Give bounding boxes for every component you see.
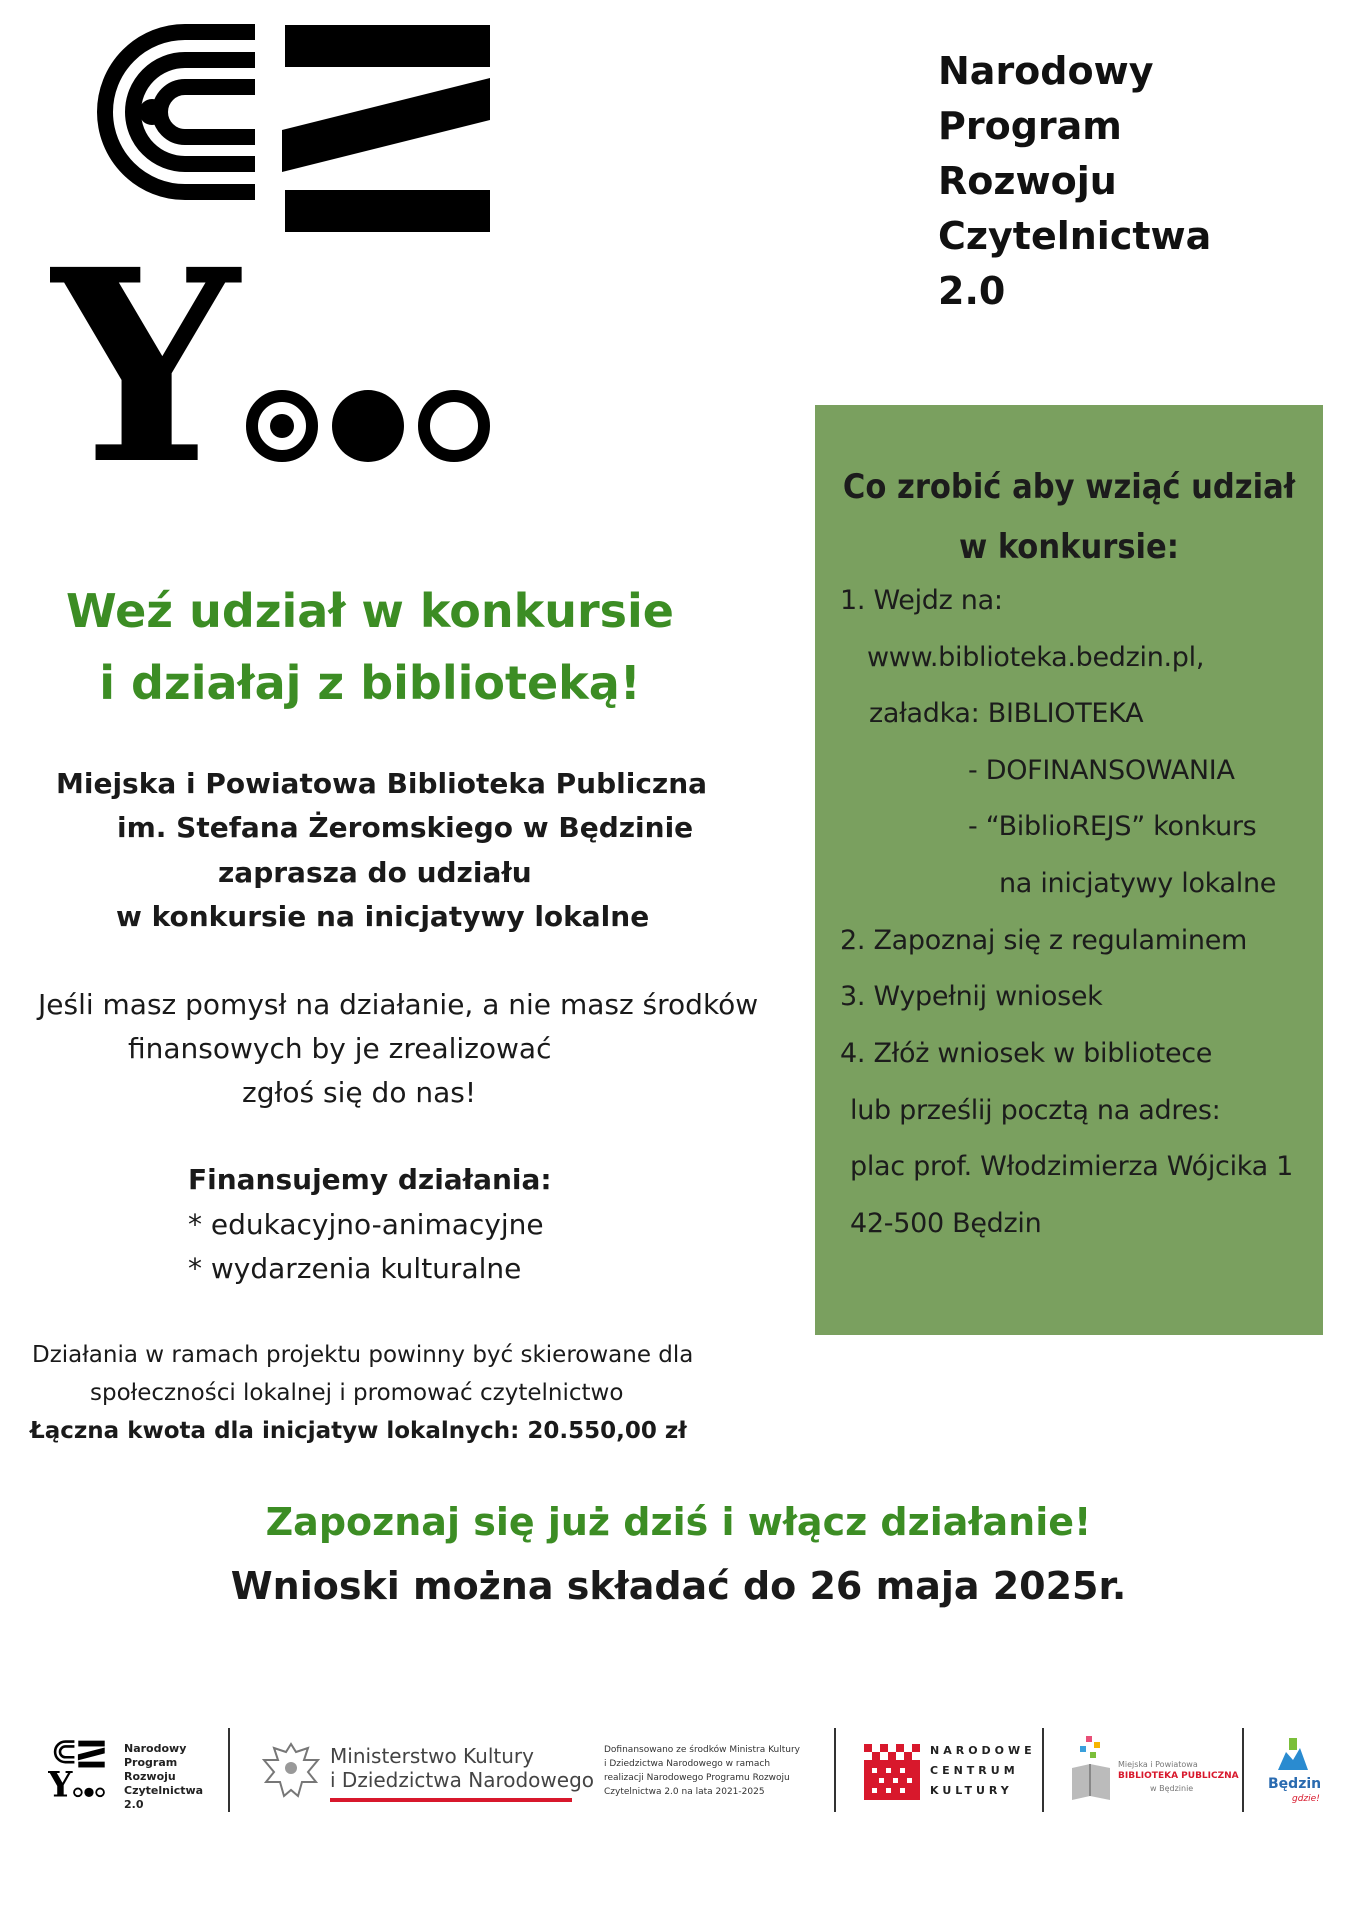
- organization-line: Miejska i Powiatowa Biblioteka Publiczna: [56, 767, 708, 800]
- organization-line: im. Stefana Żeromskiego w Będzinie: [117, 811, 694, 844]
- tab-path-line: załadka: BIBLIOTEKA: [869, 698, 1144, 729]
- headline: i działaj z biblioteką!: [99, 656, 641, 710]
- nprc-logo: [50, 20, 500, 470]
- footer-divider: [834, 1728, 836, 1812]
- footer-divider: [1242, 1728, 1244, 1812]
- program-title-line: Rozwoju: [938, 159, 1117, 203]
- ministry-red-bar: [330, 1798, 572, 1802]
- nprc-footer-line: Narodowy: [124, 1742, 187, 1755]
- step-1: 1. Wejdz na:: [840, 585, 1003, 616]
- funding-note-line: Dofinansowano ze środków Ministra Kultury: [604, 1745, 801, 1755]
- funding-note-line: realizacji Narodowego Programu Rozwoju: [604, 1773, 790, 1783]
- eagle-emblem-icon: [258, 1738, 324, 1808]
- nck-name-line: NARODOWE: [930, 1744, 1036, 1757]
- sponsor-logos: [0, 1720, 1357, 1840]
- nprc-footer-line: 2.0: [124, 1798, 144, 1811]
- nprc-mini-logo: [48, 1740, 106, 1798]
- address-line: lub prześlij pocztą na adres:: [850, 1095, 1221, 1126]
- bedzin-city-name: Będzin: [1268, 1776, 1322, 1792]
- call-to-action: Zapoznaj się już dziś i włącz działanie!: [265, 1500, 1092, 1544]
- funding-note-line: Czytelnictwa 2.0 na lata 2021-2025: [604, 1787, 765, 1797]
- ministry-name: i Dziedzictwa Narodowego: [330, 1768, 594, 1792]
- footer-divider: [1042, 1728, 1044, 1812]
- organization-line: w konkursie na inicjatywy lokalne: [116, 900, 650, 933]
- deadline: Wnioski można składać do 26 maja 2025r.: [230, 1564, 1127, 1608]
- financing-item: * wydarzenia kulturalne: [188, 1252, 522, 1285]
- library-logo-icon: [1070, 1734, 1112, 1806]
- nck-name-line: CENTRUM: [930, 1764, 1019, 1777]
- address-line: 42-500 Będzin: [850, 1208, 1042, 1239]
- tab-path-line: - “BiblioREJS” konkurs: [968, 811, 1257, 842]
- note-line: Działania w ramach projektu powinny być skierowane dla: [32, 1342, 694, 1368]
- instructions-box: [815, 405, 1323, 1335]
- financing-item: * edukacyjno-animacyjne: [188, 1208, 544, 1241]
- nprc-footer-line: Program: [124, 1756, 178, 1769]
- step-4: 4. Złóż wniosek w bibliotece: [840, 1038, 1213, 1069]
- library-website: www.biblioteka.bedzin.pl,: [867, 642, 1205, 673]
- nck-logo-icon: [864, 1744, 920, 1800]
- svg-text:Y: Y: [48, 1765, 73, 1798]
- financing-title: Finansujemy działania:: [188, 1163, 552, 1196]
- library-name-line: Miejska i Powiatowa: [1118, 1760, 1198, 1769]
- bedzin-city-logo-icon: [1276, 1736, 1310, 1772]
- instructions-heading-line: Co zrobić aby wziąć udział: [842, 467, 1296, 507]
- svg-text:Y: Y: [50, 212, 240, 470]
- tab-path-line: na inicjatywy lokalne: [999, 868, 1277, 899]
- organization-line: zaprasza do udziału: [218, 856, 532, 889]
- ministry-name: Ministerstwo Kultury: [330, 1744, 534, 1768]
- program-title-line: Narodowy: [938, 49, 1154, 93]
- note-line: społeczności lokalnej i promować czytelnictwo: [90, 1380, 624, 1406]
- instructions-heading: [815, 457, 1323, 577]
- instructions-heading-line: w konkursie:: [958, 527, 1179, 567]
- idea-line: Jeśli masz pomysł na działanie, a nie masz środków: [38, 988, 759, 1021]
- program-title-line: Program: [938, 104, 1122, 148]
- library-name-line: BIBLIOTEKA PUBLICZNA: [1118, 1771, 1239, 1781]
- program-title: [938, 44, 1298, 319]
- program-title-line: 2.0: [938, 269, 1006, 313]
- step-2: 2. Zapoznaj się z regulaminem: [840, 925, 1248, 956]
- funding-note-line: i Dziedzictwa Narodowego w ramach: [604, 1759, 771, 1769]
- idea-line: finansowych by je zrealizować: [128, 1032, 552, 1065]
- footer-divider: [228, 1728, 230, 1812]
- nck-name-line: KULTURY: [930, 1784, 1013, 1797]
- nprc-footer-line: Rozwoju: [124, 1770, 176, 1783]
- idea-line: zgłoś się do nas!: [242, 1076, 477, 1109]
- nprc-footer-line: Czytelnictwa: [124, 1784, 204, 1797]
- headline: Weź udział w konkursie: [65, 584, 675, 638]
- tab-path-line: - DOFINANSOWANIA: [968, 755, 1235, 786]
- total-amount: Łączna kwota dla inicjatyw lokalnych: 20.550,00 zł: [30, 1418, 687, 1444]
- bedzin-city-tagline: gdzie!: [1292, 1794, 1320, 1804]
- program-title-line: Czytelnictwa: [938, 214, 1212, 258]
- address-line: plac prof. Włodzimierza Wójcika 1: [850, 1151, 1294, 1182]
- step-3: 3. Wypełnij wniosek: [840, 981, 1103, 1012]
- library-name-line: w Będzinie: [1150, 1784, 1194, 1793]
